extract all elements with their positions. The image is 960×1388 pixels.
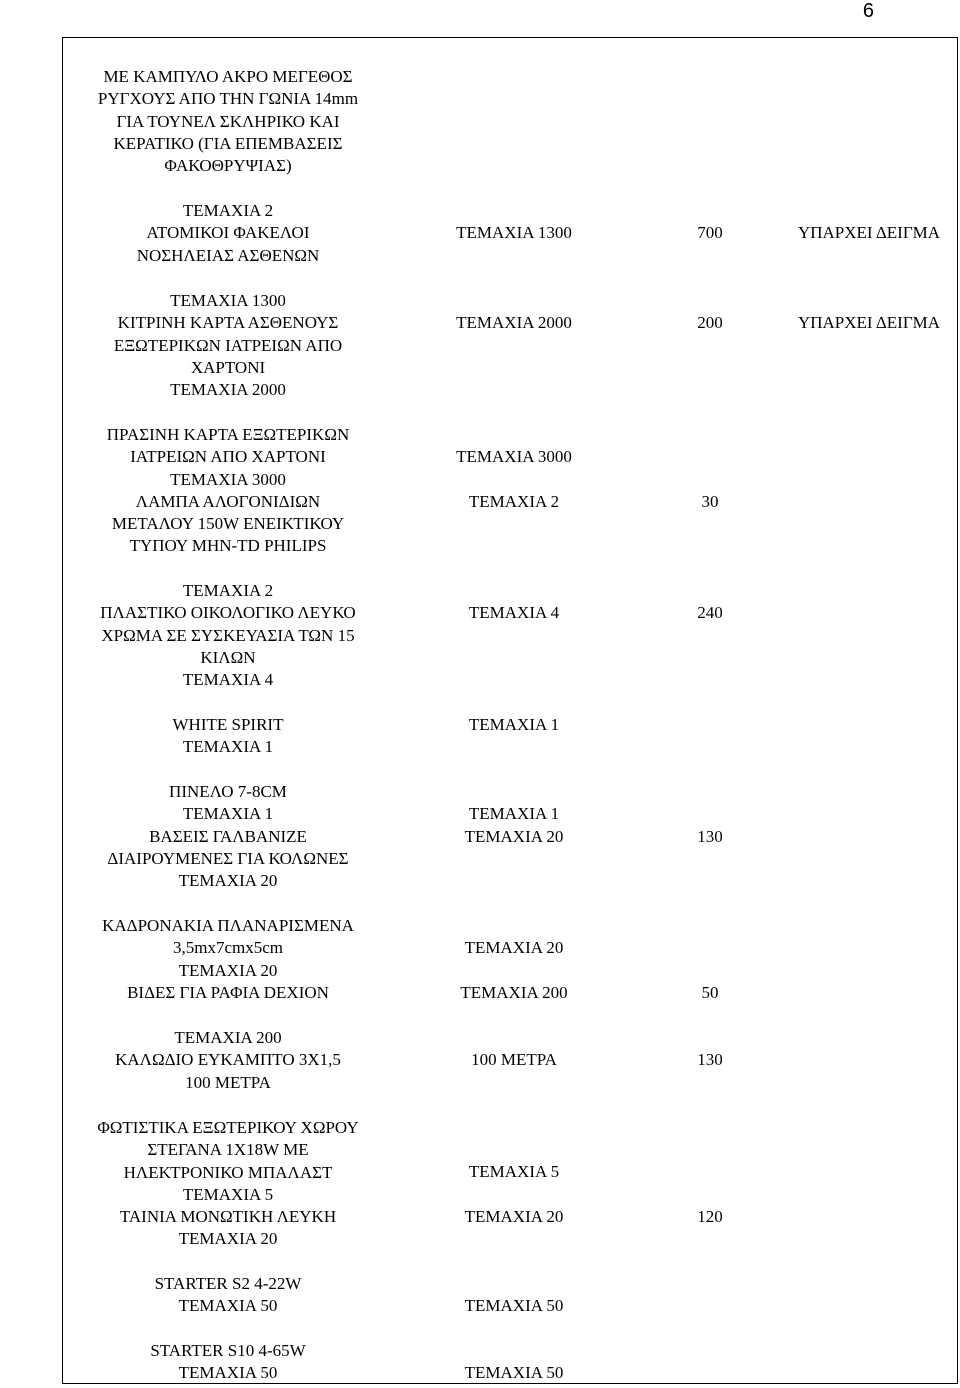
quantity-cell: ΤΕΜΑΧΙΑ 3000 [456,447,572,466]
text-line: WHITE SPIRIT [172,715,284,734]
item-block [137,200,320,267]
item-block [107,424,349,558]
item-block [115,1027,341,1094]
item-block [155,1273,302,1318]
text-line: ΤΕΜΑΧΙΑ 2000 [170,380,286,400]
item-block [102,915,354,1004]
text-line: ΤΕΜΑΧΙΑ 3000 [170,469,286,489]
text-line: ΚΕΡΑΤΙΚΟ (ΓΙΑ ΕΠΕΜΒΑΣΕΙΣ [113,133,343,153]
text-line: ΚΙΛΩΝ [200,647,256,667]
value-cell: 50 [701,983,719,1002]
text-line: ΝΟΣΗΛΕΙΑΣ ΑΣΘΕΝΩΝ [136,245,320,265]
value-cell: 700 [697,223,723,242]
quantity-cell: ΤΕΜΑΧΙΑ 200 [460,983,568,1002]
text-line: ΒΑΣΕΙΣ ΓΑΛΒΑΝΙΖΕ [149,826,307,846]
quantity-cell: ΤΕΜΑΧΙΑ 1 [468,715,560,734]
text-line: ΧΡΩΜΑ ΣΕ ΣΥΣΚΕΥΑΣΙΑ ΤΩΝ 15 [101,625,355,645]
quantity-cell: ΤΕΜΑΧΙΑ 1300 [456,223,572,242]
item-block [100,580,355,691]
text-line: ΜΕΤΑΛΟΥ 150W ΕΝΕΙΚΤΙΚΟΥ [111,514,345,534]
text-line: ΙΑΤΡΕΙΩΝ ΑΠΟ ΧΑΡΤΟΝΙ [130,447,326,467]
value-cell: 30 [701,492,719,511]
text-line: ΜΕ ΚΑΜΠΥΛΟ ΑΚΡΟ ΜΕΓΕΘΟΣ [103,67,353,86]
text-line: STARTER S2 4-22W [154,1274,302,1293]
text-line: ΤΕΜΑΧΙΑ 50 [178,1363,278,1383]
text-line: ΤΕΜΑΧΙΑ 20 [178,1229,278,1249]
value-cell: 120 [697,1207,723,1226]
item-block [173,714,284,759]
text-line: ΚΑΛΩΔΙΟ ΕΥΚΑΜΠΤΟ 3Χ1,5 [115,1050,341,1070]
text-line: ΤΕΜΑΧΙΑ 1 [182,804,274,824]
text-line: 3,5mx7cmx5cm [172,938,284,958]
text-line: ΤΕΜΑΧΙΑ 1300 [170,291,286,310]
text-line: ΚΙΤΡΙΝΗ ΚΑΡΤΑ ΑΣΘΕΝΟΥΣ [117,313,339,333]
text-line: ΑΤΟΜΙΚΟΙ ΦΑΚΕΛΟΙ [146,223,310,243]
text-line: ΣΤΕΓΑΝΑ 1Χ18W ΜΕ [147,1140,309,1160]
text-line: STARTER S10 4-65W [150,1341,306,1360]
quantity-cell: ΤΕΜΑΧΙΑ 20 [464,938,564,957]
quantity-cell: ΤΕΜΑΧΙΑ 5 [468,1162,560,1181]
quantity-cell: ΤΕΜΑΧΙΑ 20 [464,827,564,846]
item-block [98,66,358,177]
text-line: ΦΑΚΟΘΡΥΨΙΑΣ) [164,156,292,176]
text-line: ΛΑΜΠΑ ΑΛΟΓΟΝΙΔΙΩΝ [135,491,321,511]
text-line: ΠΙΝΕΛΟ 7-8CM [169,782,287,801]
text-line: ΤΕΜΑΧΙΑ 20 [178,960,278,980]
text-line: ΓΙΑ ΤΟΥΝΕΛ ΣΚΛΗΡΙΚΟ ΚΑΙ [116,111,340,131]
item-block [150,1340,305,1385]
text-line: ΤΕΜΑΧΙΑ 4 [182,670,274,690]
text-line: ΕΞΩΤΕΡΙΚΩΝ ΙΑΤΡΕΙΩΝ ΑΠΟ [113,335,343,355]
text-line: ΤΕΜΑΧΙΑ 200 [174,1028,282,1047]
sample-note: ΥΠΑΡΧΕΙ ΔΕΙΓΜΑ [797,223,941,242]
text-line: ΤΑΙΝΙΑ ΜΟΝΩΤΙΚΗ ΛΕΥΚΗ [119,1207,337,1227]
text-line: ΡΥΓΧΟΥΣ ΑΠΟ ΤΗΝ ΓΩΝΙΑ 14mm [97,89,359,109]
text-line: ΧΑΡΤΟΝΙ [190,357,266,377]
text-line: ΠΛΑΣΤΙΚΟ ΟΙΚΟΛΟΓΙΚΟ ΛΕΥΚΟ [100,603,356,623]
value-cell: 200 [697,313,723,332]
text-line: ΗΛΕΚΤΡΟΝΙΚΟ ΜΠΑΛΑΣΤ [123,1162,333,1182]
text-line: ΤΕΜΑΧΙΑ 50 [178,1296,278,1316]
quantity-cell: ΤΕΜΑΧΙΑ 20 [464,1207,564,1226]
text-line: ΤΕΜΑΧΙΑ 20 [178,871,278,891]
quantity-cell: 100 ΜΕΤΡΑ [471,1050,557,1069]
quantity-cell: ΤΕΜΑΧΙΑ 50 [464,1296,564,1315]
item-block [97,1117,358,1251]
text-line: ΤΕΜΑΧΙΑ 1 [182,737,274,757]
text-line: ΔΙΑΙΡΟΥΜΕΝΕΣ ΓΙΑ ΚΟΛΩΝΕΣ [107,848,349,868]
sample-note: ΥΠΑΡΧΕΙ ΔΕΙΓΜΑ [797,313,941,332]
quantity-cell: ΤΕΜΑΧΙΑ 2 [468,492,560,511]
text-line: ΤΥΠΟΥ MHN-TD PHILIPS [129,536,327,556]
item-block [114,290,342,401]
text-line: 100 ΜΕΤΡΑ [185,1072,271,1092]
text-line: ΤΕΜΑΧΙΑ 2 [182,581,274,600]
value-cell: 130 [697,827,723,846]
text-line: ΠΡΑΣΙΝΗ ΚΑΡΤΑ ΕΞΩΤΕΡΙΚΩΝ [106,425,350,444]
text-line: ΦΩΤΙΣΤΙΚΑ ΕΞΩΤΕΡΙΚΟΥ ΧΩΡΟΥ [97,1118,359,1137]
text-line: ΚΑΔΡΟΝΑΚΙΑ ΠΛΑΝΑΡΙΣΜΕΝΑ [102,916,354,935]
quantity-cell: ΤΕΜΑΧΙΑ 1 [468,804,560,823]
text-line: ΤΕΜΑΧΙΑ 5 [182,1184,274,1204]
page-number: 6 [862,0,874,22]
quantity-cell: ΤΕΜΑΧΙΑ 2000 [456,313,572,332]
value-cell: 130 [697,1050,723,1069]
item-block [107,781,348,892]
value-cell: 240 [697,603,723,622]
text-line: ΒΙΔΕΣ ΓΙΑ ΡΑΦΙΑ DEXION [127,982,329,1002]
text-line: ΤΕΜΑΧΙΑ 2 [182,201,274,220]
quantity-cell: ΤΕΜΑΧΙΑ 4 [468,603,560,622]
quantity-cell: ΤΕΜΑΧΙΑ 50 [464,1363,564,1382]
